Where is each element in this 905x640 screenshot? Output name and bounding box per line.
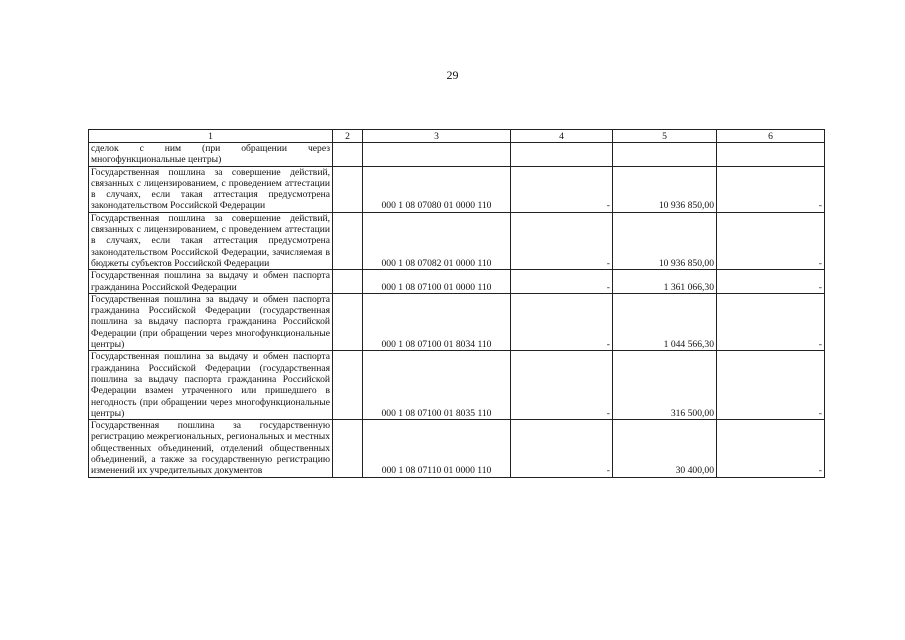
row-amount: 316 500,00 bbox=[613, 351, 717, 420]
column-header: 5 bbox=[613, 130, 717, 143]
row-amount: 1 044 566,30 bbox=[613, 293, 717, 350]
row-col4: - bbox=[511, 293, 613, 350]
table-header-row bbox=[89, 130, 825, 143]
table-row bbox=[89, 212, 825, 269]
row-col4: - bbox=[511, 420, 613, 477]
row-col4: - bbox=[511, 212, 613, 269]
row-col2 bbox=[333, 270, 363, 294]
table-row bbox=[89, 293, 825, 350]
row-description: сделок с ним (при обращении через многофункциональные центры) bbox=[89, 143, 333, 167]
column-header: 6 bbox=[717, 130, 825, 143]
row-col2 bbox=[333, 143, 363, 167]
row-code: 000 1 08 07100 01 8034 110 bbox=[363, 293, 511, 350]
row-code: 000 1 08 07100 01 8035 110 bbox=[363, 351, 511, 420]
row-code: 000 1 08 07080 01 0000 110 bbox=[363, 166, 511, 212]
row-col6: - bbox=[717, 420, 825, 477]
row-description: Государственная пошлина за совершение действий, связанных с лицензированием, с проведением аттестации в случаях, если такая аттестация предусмотрена законодательством Российской Федерации bbox=[89, 166, 333, 212]
row-description: Государственная пошлина за совершение действий, связанных с лицензированием, с проведением аттестации в случаях, если такая аттестация предусмотрена законодательством Российской Федерации, зачисляемая в бюджеты субъектов Российской Федерации bbox=[89, 212, 333, 269]
row-description: Государственная пошлина за выдачу и обмен паспорта гражданина Российской Федерации (государственная пошлина за выдачу паспорта гражданина Российской Федерации (при обращении через многофункциональные центры) bbox=[89, 293, 333, 350]
row-code bbox=[363, 143, 511, 167]
row-amount: 1 361 066,30 bbox=[613, 270, 717, 294]
row-col6: - bbox=[717, 166, 825, 212]
row-col4: - bbox=[511, 270, 613, 294]
row-col4: - bbox=[511, 351, 613, 420]
row-col2 bbox=[333, 212, 363, 269]
row-col6 bbox=[717, 143, 825, 167]
row-col2 bbox=[333, 293, 363, 350]
row-amount bbox=[613, 143, 717, 167]
column-header: 4 bbox=[511, 130, 613, 143]
row-col6: - bbox=[717, 351, 825, 420]
table-row bbox=[89, 420, 825, 477]
table-row bbox=[89, 270, 825, 294]
row-col4: - bbox=[511, 166, 613, 212]
table-row bbox=[89, 351, 825, 420]
row-col6: - bbox=[717, 212, 825, 269]
row-code: 000 1 08 07082 01 0000 110 bbox=[363, 212, 511, 269]
row-amount: 10 936 850,00 bbox=[613, 212, 717, 269]
column-header: 3 bbox=[363, 130, 511, 143]
column-header: 1 bbox=[89, 130, 333, 143]
row-col6: - bbox=[717, 270, 825, 294]
row-col2 bbox=[333, 351, 363, 420]
row-col4 bbox=[511, 143, 613, 167]
table-row bbox=[89, 143, 825, 167]
row-description: Государственная пошлина за государственную регистрацию межрегиональных, региональных и местных общественных объединений, отделений общественных объединений, а также за государственную регистрацию изменений их учредительных документов bbox=[89, 420, 333, 477]
row-code: 000 1 08 07110 01 0000 110 bbox=[363, 420, 511, 477]
row-code: 000 1 08 07100 01 0000 110 bbox=[363, 270, 511, 294]
page-number: 29 bbox=[446, 68, 459, 82]
row-amount: 30 400,00 bbox=[613, 420, 717, 477]
row-amount: 10 936 850,00 bbox=[613, 166, 717, 212]
row-col2 bbox=[333, 420, 363, 477]
row-description: Государственная пошлина за выдачу и обмен паспорта гражданина Российской Федерации bbox=[89, 270, 333, 294]
row-description: Государственная пошлина за выдачу и обмен паспорта гражданина Российской Федерации (государственная пошлина за выдачу паспорта гражданина Российской Федерации взамен утраченного или пришедшего в негодность (при обращении через многофункциональные центры) bbox=[89, 351, 333, 420]
table-row bbox=[89, 166, 825, 212]
column-header: 2 bbox=[333, 130, 363, 143]
row-col2 bbox=[333, 166, 363, 212]
row-col6: - bbox=[717, 293, 825, 350]
budget-table bbox=[88, 129, 825, 478]
